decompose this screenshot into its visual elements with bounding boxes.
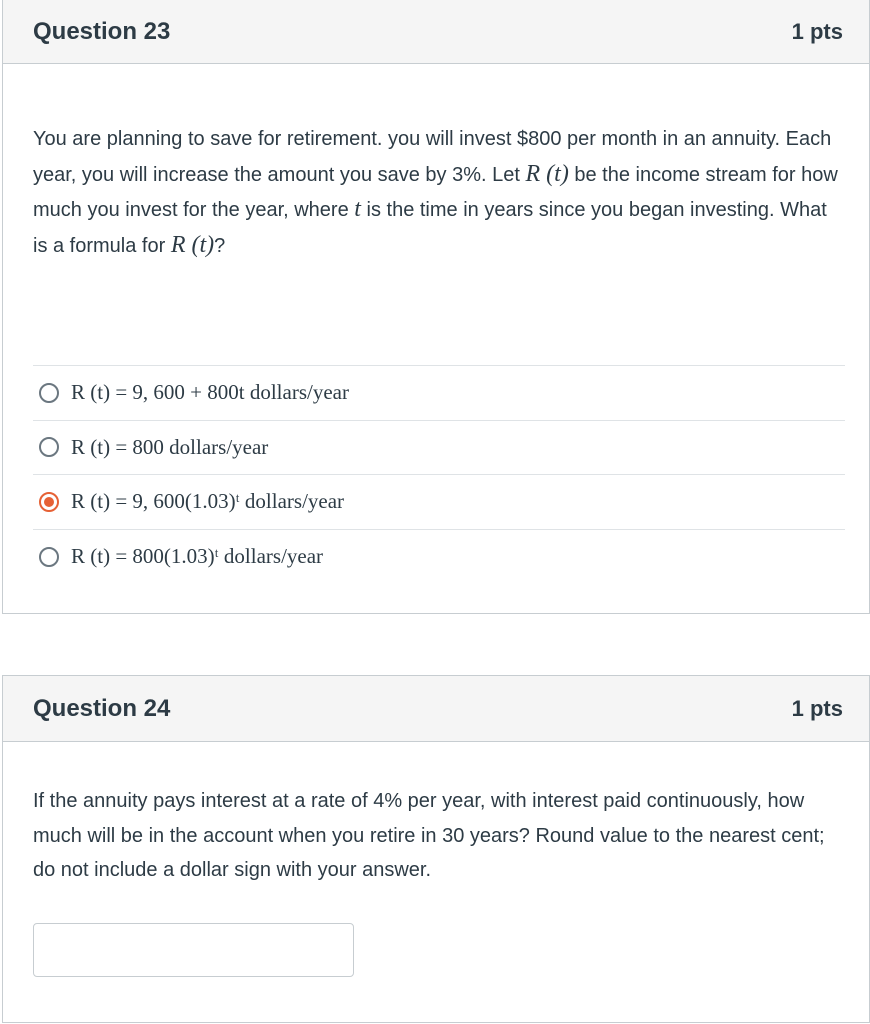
question-header: [3, 676, 869, 742]
radio-button[interactable]: [39, 547, 59, 567]
radio-button[interactable]: [39, 383, 59, 403]
question-24: [2, 675, 870, 1023]
radio-button-selected[interactable]: [39, 492, 59, 512]
question-23: [2, 0, 870, 614]
answer-label: R (t) = 800(1.03)ᵗ dollars/year: [71, 544, 324, 569]
answer-list: [33, 365, 845, 584]
answer-label: R (t) = 9, 600 + 800t dollars/year: [71, 380, 349, 405]
answer-input[interactable]: [33, 923, 354, 977]
question-text: If the annuity pays interest at a rate of 4% per year, with interest paid continuously, how much will be in the account when you retire in 30 years? Round value to the nearest cent; do not include a dollar sign with your answer.: [33, 790, 825, 881]
question-text: You are planning to save for retirement. you will invest $800 per month in an annuity. Each year, you will increase the amount you save by 3%. Let R (t) be the income stream for how much you invest for the year, where t is the time in years since you began investing. What is a formula for R (t)?: [33, 128, 838, 258]
radio-button[interactable]: [39, 437, 59, 457]
question-points: 1 pts: [791, 695, 843, 721]
answer-option-1[interactable]: [33, 366, 845, 421]
answer-option-2[interactable]: [33, 421, 845, 476]
answer-label: R (t) = 9, 600(1.03)ᵗ dollars/year: [71, 489, 345, 514]
question-title: Question 24: [33, 694, 171, 722]
math-r-of-t: R (t): [525, 160, 569, 187]
math-r-of-t: R (t): [170, 231, 215, 258]
math-t: t: [354, 196, 361, 222]
question-points: 1 pts: [791, 18, 843, 44]
answer-label: R (t) = 800 dollars/year: [71, 434, 269, 459]
answer-option-4[interactable]: [33, 530, 845, 585]
question-header: [3, 0, 869, 64]
question-title: Question 23: [33, 17, 171, 45]
answer-option-3[interactable]: [33, 475, 845, 530]
